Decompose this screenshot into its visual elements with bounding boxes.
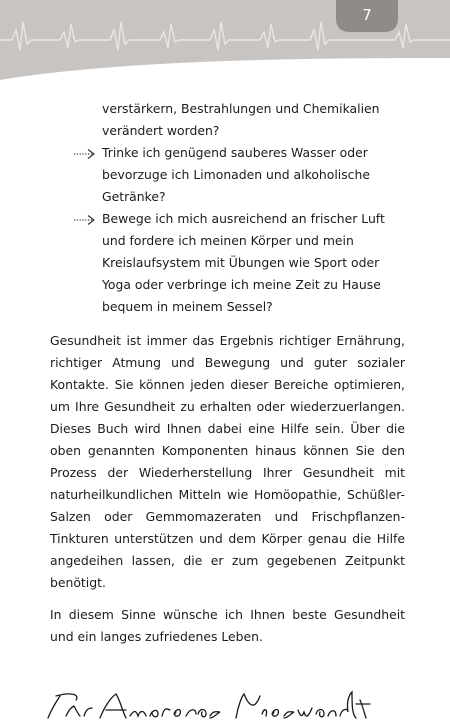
bullet-line: und fordere ich meinen Körper und mein	[102, 233, 354, 248]
bullet-list	[50, 98, 405, 318]
paragraph-text: In diesem Sinne wünsche ich Ihnen beste Gesundheit und ein langes zufriedenes Leben.	[50, 607, 405, 644]
bullet-item-water	[50, 142, 405, 208]
bullet-line: Trinke ich genügend sauberes Wasser oder	[102, 145, 368, 160]
bullet-line: bevorzuge ich Limonaden und alkoholische	[102, 167, 370, 182]
paragraph-closing	[50, 604, 405, 648]
paragraph-text: Gesundheit ist immer das Ergebnis richtiger Ernährung, richtiger Atmung und Bewegung und guter sozialer Kontakte. Sie können jeden dieser Bereiche optimieren, um Ihre Gesundheit zu erhalten oder wiederzuerlangen. Dieses Buch wird Ihnen dabei eine Hilfe sein. Über die oben genannten Komponenten hinaus können Sie den Prozess der Wiederherstellung Ihrer Gesundheit mit naturheilkundlichen Mitteln wie Homöopathie, Schüßler-Salzen oder Gemmomazeraten und Frischpflanzen-Tinkturen unterstützen und dem Körper genau die Hilfe angedeihen lassen, die er zum gegebenen Zeitpunkt benötigt.	[50, 333, 405, 590]
bullet-line: verändert worden?	[102, 123, 220, 138]
bullet-line: Kreislaufsystem mit Übungen wie Sport oder	[102, 255, 380, 270]
paragraph-health	[50, 330, 405, 594]
bullet-item-continued	[50, 98, 405, 142]
dotted-arrow-icon	[73, 148, 97, 160]
bullet-line: Getränke?	[102, 189, 166, 204]
bullet-item-exercise	[50, 208, 405, 318]
bullet-line: Yoga oder verbringe ich meine Zeit zu Hause	[102, 277, 381, 292]
signature-image	[30, 690, 390, 720]
dotted-arrow-icon	[73, 214, 97, 226]
bullet-line: bequem in meinem Sessel?	[102, 299, 273, 314]
bullet-line: Bewege ich mich ausreichend an frischer Luft	[102, 211, 385, 226]
page-number: 7	[362, 6, 372, 24]
bullet-line: verstärkern, Bestrahlungen und Chemikalien	[102, 101, 380, 116]
